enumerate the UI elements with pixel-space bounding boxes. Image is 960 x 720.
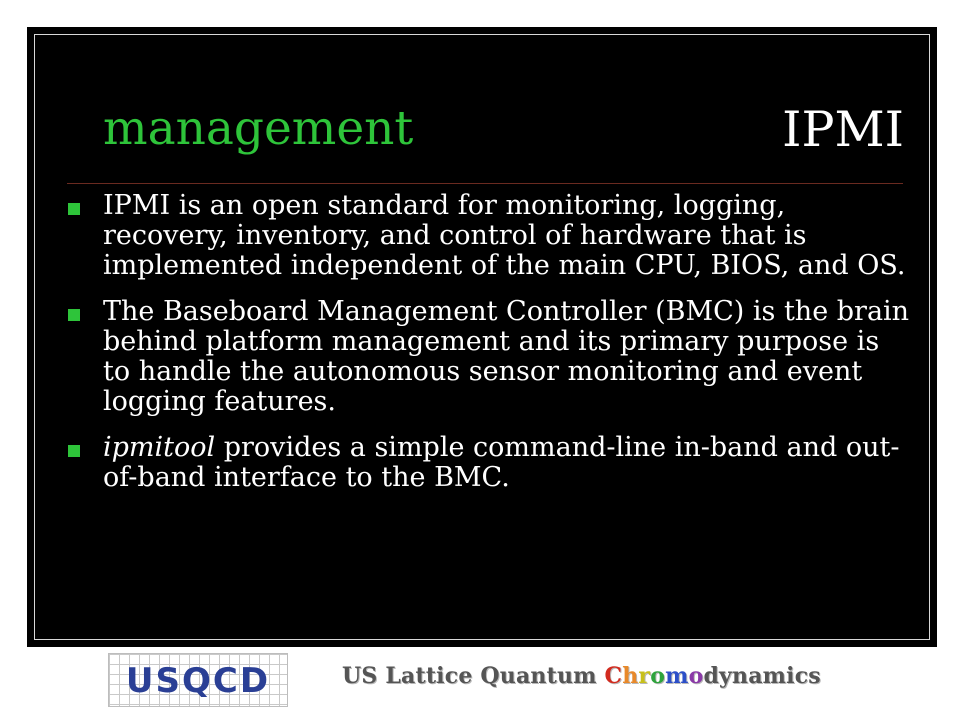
square-bullet-icon [68,445,80,457]
bullet-text: The Baseboard Management Controller (BMC) is the brain behind platform management and its primary purpose is to handle the autonomous sensor monitoring and event logging features. [103,296,910,417]
tagline-letter: C [604,663,623,689]
bullet-list [63,191,913,509]
bullet-item [63,433,913,493]
bullet-item [63,297,913,417]
usqcd-logo [108,653,288,707]
footer [0,647,960,720]
tagline-letter: o [650,663,666,689]
bullet-text: provides a simple command-line in-band and out-of-band interface to the BMC. [103,432,900,493]
bullet-text: IPMI is an open standard for monitoring, logging, recovery, inventory, and control of hardware that is implemented independent of the main CPU, BIOS, and OS. [103,190,906,281]
tagline-letter: r [638,663,651,689]
square-bullet-icon [68,203,80,215]
bullet-italic-lead: ipmitool [103,432,216,463]
slide-title-right: IPMI [782,101,904,158]
tagline-letter: m [665,663,689,689]
title-divider [67,183,903,184]
footer-tagline [342,663,821,689]
tagline-prefix: US Lattice Quantum [342,663,605,689]
tagline-letter: o [688,663,704,689]
tagline-letter: h [622,663,639,689]
logo-text: USQCD [125,661,271,701]
slide-title-left: management [103,101,414,156]
tagline-suffix: dynamics [703,663,821,689]
bullet-item [63,191,913,281]
slide [27,27,937,647]
square-bullet-icon [68,309,80,321]
